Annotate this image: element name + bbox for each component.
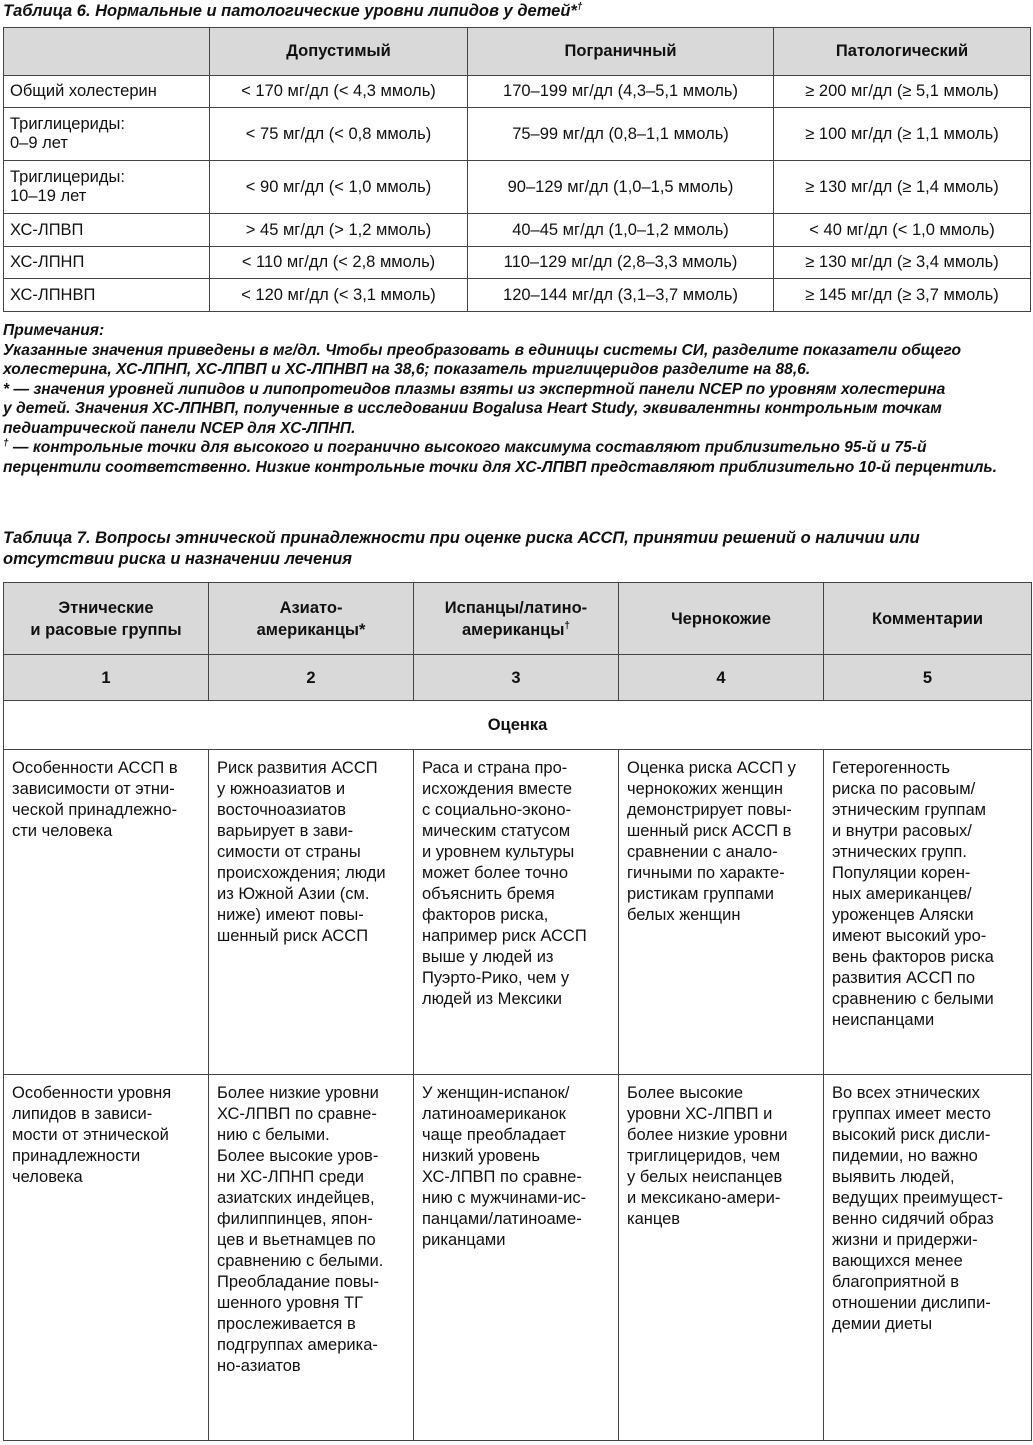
table7-number-row (4, 655, 1032, 701)
table6-row-name (4, 214, 210, 247)
table7-cell-line: латиноамериканок (422, 1105, 566, 1123)
table7-cell-line: чаще преобладает (422, 1126, 566, 1144)
table7-cell-line: подгруппах америка- (217, 1336, 378, 1354)
table7-cell-line: сравнению с белыми (832, 990, 994, 1008)
table7-cell-line: Более высокие (627, 1084, 744, 1102)
table7-cell-line: имеют высокий уро- (832, 927, 987, 945)
table6-cell: < 90 мг/дл (< 1,0 ммоль) (210, 161, 468, 214)
table6-row (4, 76, 1031, 108)
table7-cell (4, 1075, 209, 1441)
table6-row (4, 214, 1031, 247)
table7-cell-line: Риск развития АССП (217, 759, 378, 777)
table7-cell-line: например риск АССП (422, 927, 587, 945)
table7-caption-line-1: Таблица 7. Вопросы этнической принадлежности при оценке риска АССП, принятии решений о наличии или (3, 529, 920, 547)
table7-cell-line: высокий риск дисли- (832, 1126, 991, 1144)
table7-header-line: Испанцы/латино- (444, 598, 588, 617)
table6-row-name (4, 279, 210, 312)
table7-cell-line: объяснить бремя (422, 885, 555, 903)
table7-cell-line: гичными по характе- (627, 864, 785, 882)
table7-cell-line: факторов риска, (422, 906, 549, 924)
table7-cell-line: и уровнем культуры (422, 843, 575, 861)
table7-caption (3, 528, 1013, 570)
table7-cell-line: канцев (627, 1210, 681, 1228)
table7-cell-line: более низкие уровни (627, 1126, 788, 1144)
table7-header-cell (619, 583, 824, 655)
table7-cell-line: Особенности уровня (12, 1084, 172, 1102)
table7-cell-line: уровни ХС-ЛПВП и (627, 1105, 773, 1123)
table7-cell-line: белых женщин (627, 906, 741, 924)
table7-cell-line: этнических групп. (832, 843, 967, 861)
table7-cell-line: у южноазиатов и (217, 780, 346, 798)
table7-cell-line: ХС-ЛПВП по сравне- (422, 1168, 582, 1186)
table6-notes (3, 321, 1030, 477)
table7-cell-line: венно сидячий образ (832, 1210, 994, 1228)
table7-section-assessment: Оценка (4, 701, 1032, 750)
table6-cell: ≥ 100 мг/дл (≥ 1,1 ммоль) (774, 108, 1031, 161)
table7-header-cell (209, 583, 414, 655)
table7-cell-line: сти человека (12, 822, 113, 840)
table7-cell (209, 750, 414, 1075)
table6-header-blank (4, 28, 210, 76)
table7-column-number: 4 (619, 655, 824, 701)
table7-cell-line: ни ХС-ЛПНП среди (217, 1168, 364, 1186)
table7-header-line: и расовые группы (30, 620, 182, 639)
table7-header-cell (824, 583, 1032, 655)
table7-header-line: американцы† (462, 620, 570, 639)
table6-row-name-line: Триглицериды: (10, 168, 125, 186)
table7-header-cell (414, 583, 619, 655)
table7-cell-line: Особенности АССП в (12, 759, 178, 777)
table7-cell-line: принадлежности (12, 1147, 141, 1165)
table7-caption-line-2: отсутствии риска и назначении лечения (3, 550, 352, 568)
table6-cell: ≥ 145 мг/дл (≥ 3,7 ммоль) (774, 279, 1031, 312)
table7-cell-line: выше у людей из (422, 948, 554, 966)
table6-row-name-line: Общий холестерин (10, 82, 157, 100)
table7-header-line: Азиато- (279, 598, 343, 617)
table6-row-name-line: 0–9 лет (10, 134, 68, 152)
table6-row-name (4, 108, 210, 161)
table7-cell-line: может более точно (422, 864, 569, 882)
notes-line-1b: холестерина, ХС-ЛПНП, ХС-ЛПВП и ХС-ЛПНВП на 38,6; показатель триглицеридов разделите на 88,6. (3, 361, 811, 378)
table7-cell-line: происхождения; люди (217, 864, 386, 882)
table7-cell-line: исхождения вместе (422, 780, 573, 798)
table7-cell-line: благоприятной в (832, 1273, 960, 1291)
table7-cell-line: демии диеты (832, 1315, 933, 1333)
table7-cell-line: ных американцев/ (832, 885, 972, 903)
table6-row-name (4, 161, 210, 214)
table7-cell-line: уроженцев Аляски (832, 906, 974, 924)
table7-cell-line: ведущих преимущест- (832, 1189, 1004, 1207)
table7-row (4, 1075, 1032, 1441)
table7-cell-line: сравнению с белыми. (217, 1252, 384, 1270)
table7-body (4, 701, 1032, 1441)
table7-cell (414, 750, 619, 1075)
table7-cell-line: и внутри расовых/ (832, 822, 972, 840)
notes-line-1a: Указанные значения приведены в мг/дл. Чтобы преобразовать в единицы системы СИ, разделите показатели общего (3, 341, 961, 359)
table6-cell: < 40 мг/дл (< 1,0 ммоль) (774, 214, 1031, 247)
table7-cell-line: развития АССП по (832, 969, 976, 987)
table7-cell-line: шенного уровня ТГ (217, 1294, 364, 1312)
table7-cell-line: но-азиатов (217, 1357, 301, 1375)
notes-dagger: † (3, 437, 9, 449)
table7-cell-line: шенный риск АССП в (627, 822, 792, 840)
table6-cell: < 120 мг/дл (< 3,1 ммоль) (210, 279, 468, 312)
table7-cell (209, 1075, 414, 1441)
table6-cell: 75–99 мг/дл (0,8–1,1 ммоль) (468, 108, 774, 161)
table7-cell-line: и мексикано-амери- (627, 1189, 781, 1207)
table7-cell-line: человека (12, 1168, 83, 1186)
table6-cell: < 75 мг/дл (< 0,8 ммоль) (210, 108, 468, 161)
notes-line-2b: у детей. Значения ХС-ЛПНВП, полученные в исследовании Bogalusa Heart Study, эквивалентны контрольным точкам (3, 400, 942, 417)
table6-cell: ≥ 200 мг/дл (≥ 5,1 ммоль) (774, 76, 1031, 108)
table6-row (4, 247, 1031, 279)
table7-cell-line: нию с мужчинами-ис- (422, 1189, 587, 1207)
table7-cell (824, 1075, 1032, 1441)
table6-row-name-line: ХС-ЛПНВП (10, 285, 96, 304)
notes-title: Примечания: (3, 322, 105, 339)
table7-cell (824, 750, 1032, 1075)
table6-cell: 40–45 мг/дл (1,0–1,2 ммоль) (468, 214, 774, 247)
table7-cell-line: пидемии, но важно (832, 1147, 978, 1165)
table7-cell-line: Более низкие уровни (217, 1084, 379, 1102)
table7-column-number: 5 (824, 655, 1032, 701)
table7-cell-line: Гетерогенность (832, 759, 950, 777)
table7-cell-line: сравнении с анало- (627, 843, 778, 861)
table7-cell-line: жизни и придержи- (832, 1231, 978, 1249)
table7-cell (619, 1075, 824, 1441)
table6-row (4, 161, 1031, 214)
table7-header-row (4, 583, 1032, 655)
table6-cell: 90–129 мг/дл (1,0–1,5 ммоль) (468, 161, 774, 214)
table7-cell-line: Преобладание повы- (217, 1273, 380, 1291)
table7-cell-line: мости от этнической (12, 1126, 169, 1144)
table6-header-pathological: Патологический (774, 28, 1031, 76)
table6 (3, 27, 1031, 312)
table6-row-name (4, 76, 210, 108)
table7-cell-line: выявить людей, (832, 1168, 955, 1186)
table6-body (4, 76, 1031, 312)
table7-cell-line: Более высокие уров- (217, 1147, 379, 1165)
table7-cell-line: Популяции корен- (832, 864, 971, 882)
table7-cell-line: Пуэрто-Рико, чем у (422, 969, 570, 987)
notes-line-2a: * — значения уровней липидов и липопротеидов плазмы взяты из экспертной панели NCEP по уровням холестерина (3, 380, 946, 398)
table6-cell: ≥ 130 мг/дл (≥ 3,4 ммоль) (774, 247, 1031, 279)
table7-cell-line: У женщин-испанок/ (422, 1084, 570, 1102)
table6-caption-dagger: † (576, 1, 583, 13)
table7-cell-line: группах имеет место (832, 1105, 991, 1123)
table7-cell-line: у белых неиспанцев (627, 1168, 783, 1186)
table6-cell: < 110 мг/дл (< 2,8 ммоль) (210, 247, 468, 279)
notes-line-2c: педиатрической панели NCEP для ХС-ЛПНП. (3, 419, 356, 437)
table7-header-line: Чернокожие (671, 609, 771, 628)
table7-cell-line: нию с белыми. (217, 1126, 330, 1144)
table7-cell-line: триглицеридов, чем (627, 1147, 781, 1165)
table7-header-line: Этнические (58, 598, 154, 617)
notes-line-3b: перцентили соответственно. Низкие контрольные точки для ХС-ЛПВП представляют приблизительно 10-й перцентиль. (3, 458, 998, 476)
table6-header-borderline: Пограничный (468, 28, 774, 76)
table7-cell-line: прослеживается в (217, 1315, 356, 1333)
table7-cell-line: симости от страны (217, 843, 361, 861)
table7-cell-line: шенный риск АССП (217, 927, 369, 945)
table7-cell-line: с социально-эконо- (422, 801, 572, 819)
table7-header-line: Комментарии (871, 609, 984, 628)
table7-cell-line: варьирует в зави- (217, 822, 354, 840)
table7-cell-line: Раса и страна про- (422, 759, 568, 777)
table7-section-row (4, 701, 1032, 750)
table7-header-cell (4, 583, 209, 655)
table6-header-acceptable: Допустимый (210, 28, 468, 76)
table7-cell-line: вень факторов риска (832, 948, 994, 966)
table7-cell-line: ческой принадлежно- (12, 801, 178, 819)
table7-cell-line: риканцами (422, 1231, 506, 1249)
table7-column-number: 1 (4, 655, 209, 701)
table7-cell (619, 750, 824, 1075)
table6-row-name-line: Триглицериды: (10, 115, 125, 133)
table6-caption: Таблица 6. Нормальные и патологические уровни липидов у детей*† (3, 1, 583, 20)
table7-cell-line: неиспанцами (832, 1011, 935, 1029)
table7-cell-line: ристикам группами (627, 885, 774, 903)
table6-cell: 170–199 мг/дл (4,3–5,1 ммоль) (468, 76, 774, 108)
table7-cell-line: зависимости от этни- (12, 780, 175, 798)
table6-cell: 110–129 мг/дл (2,8–3,3 ммоль) (468, 247, 774, 279)
table6-row-name (4, 247, 210, 279)
table6-cell: ≥ 130 мг/дл (≥ 1,4 ммоль) (774, 161, 1031, 214)
table6-row-name-line: ХС-ЛПНП (10, 253, 85, 271)
table7-cell-line: липидов в зависи- (12, 1105, 153, 1123)
table7-cell-line: Во всех этнических (832, 1084, 980, 1102)
table6-row (4, 108, 1031, 161)
table7-cell-line: этническим группам (832, 801, 986, 819)
table7-cell-line: низкий уровень (422, 1147, 541, 1165)
table7-cell-line: ниже) имеют повы- (217, 906, 364, 924)
table7-cell-line: риска по расовым/ (832, 780, 976, 798)
table7-cell-line: вающихся менее (832, 1252, 963, 1270)
table7-cell-line: демонстрирует повы- (627, 801, 792, 819)
table7-header-line: американцы* (256, 620, 366, 639)
table7-cell-line: панцами/латиноаме- (422, 1210, 582, 1228)
table7-cell-line: людей из Мексики (422, 990, 563, 1008)
table7-cell-line: цев и вьетнамцев по (217, 1231, 376, 1249)
table7 (3, 582, 1032, 1441)
table7-header-mark: † (564, 620, 570, 631)
table7-cell-line: восточноазиатов (217, 801, 346, 819)
table7-row (4, 750, 1032, 1075)
table7-cell (4, 750, 209, 1075)
table7-cell-line: филиппинцев, япон- (217, 1210, 373, 1228)
notes-line-3a (3, 438, 1030, 458)
table6-row-name-line: 10–19 лет (10, 187, 87, 205)
table7-column-number: 2 (209, 655, 414, 701)
table7-cell-line: Оценка риска АССП у (627, 759, 796, 777)
table7-column-number: 3 (414, 655, 619, 701)
table7-cell-line: ХС-ЛПВП по сравне- (217, 1105, 377, 1123)
table6-cell: < 170 мг/дл (< 4,3 ммоль) (210, 76, 468, 108)
table7-cell (414, 1075, 619, 1441)
table7-cell-line: мическим статусом (422, 822, 571, 840)
table7-cell-line: отношении дислипи- (832, 1294, 991, 1312)
table6-cell: > 45 мг/дл (> 1,2 ммоль) (210, 214, 468, 247)
table6-cell: 120–144 мг/дл (3,1–3,7 ммоль) (468, 279, 774, 312)
table7-cell-line: из Южной Азии (см. (217, 885, 370, 903)
table6-row (4, 279, 1031, 312)
notes-line-3a-text: — контрольные точки для высокого и погранично высокого максимума составляют приблизительно 95-й и 75-й (8, 439, 927, 456)
table7-cell-line: чернокожих женщин (627, 780, 783, 798)
table6-row-name-line: ХС-ЛПВП (10, 220, 84, 239)
table7-cell-line: азиатских индейцев, (217, 1189, 375, 1207)
